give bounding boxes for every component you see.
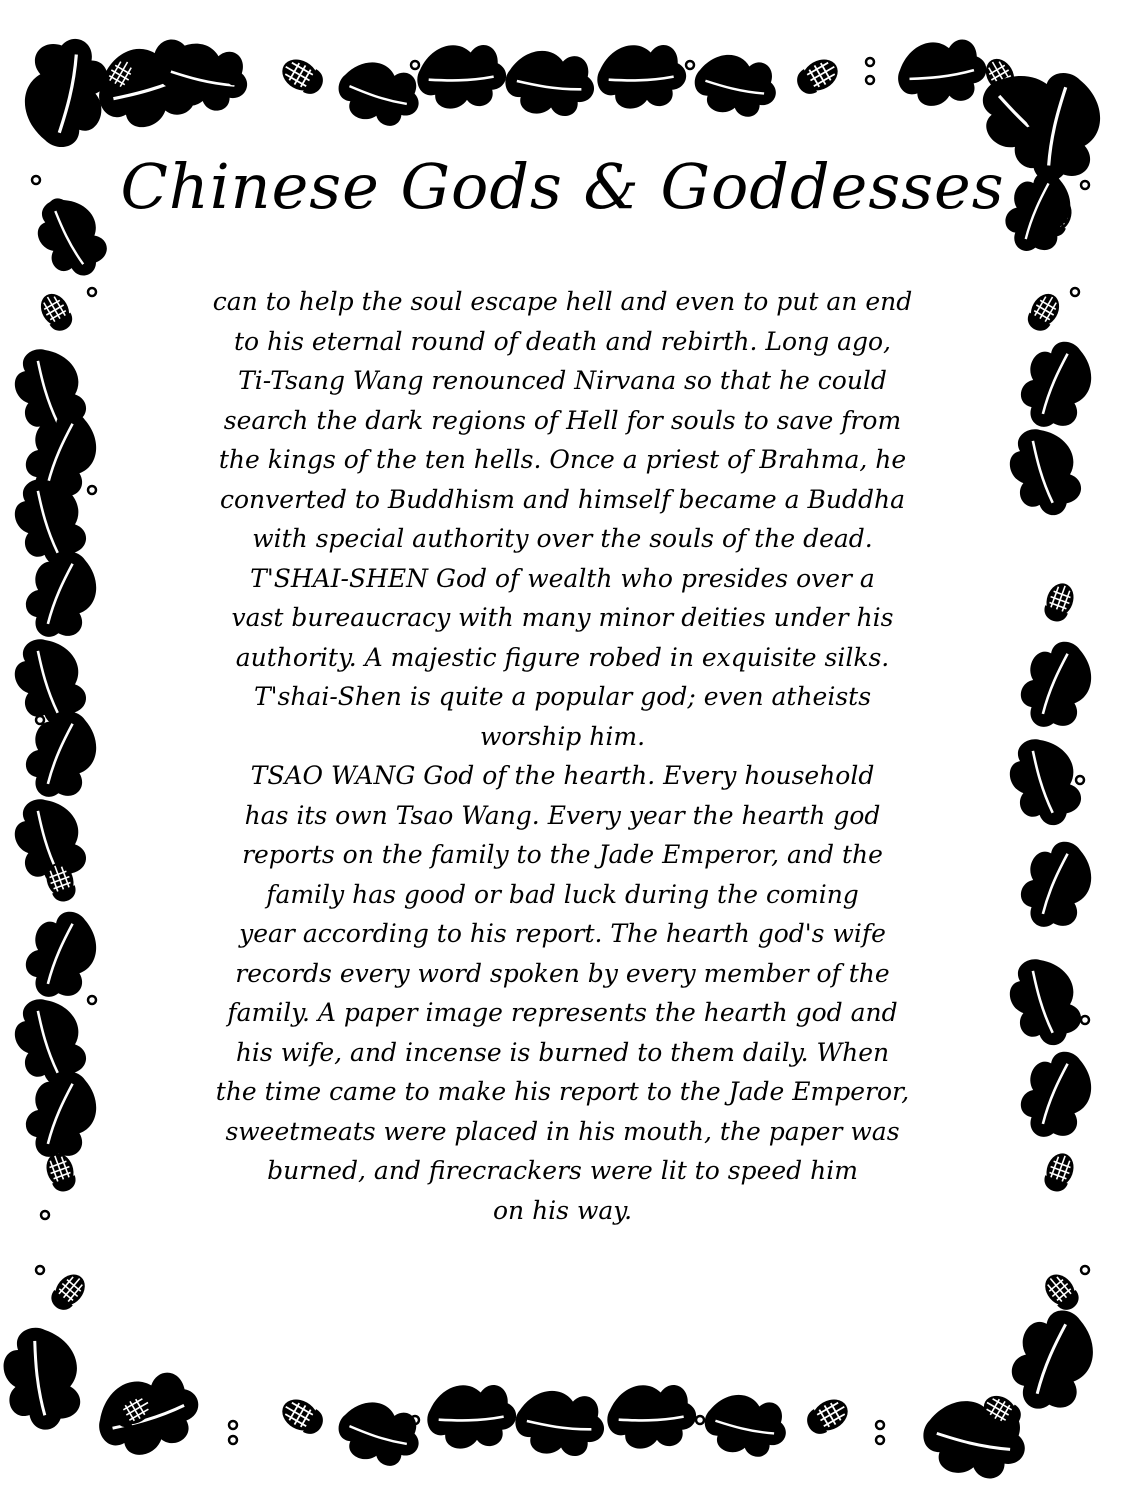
text-line: Ti-Tsang Wang renounced Nirvana so that he could [238, 366, 887, 395]
top-left-corner [18, 32, 117, 287]
left-border [5, 288, 107, 1219]
text-line: his wife, and incense is burned to them daily. When [235, 1037, 890, 1067]
text-line: can to help the soul escape hell and even to put an end [212, 287, 913, 316]
text-line: reports on the family to the Jade Emperor, and the [242, 840, 883, 869]
text-line: the time came to make his report to the Jade Emperor, [215, 1077, 910, 1106]
text-line: authority. A majestic figure robed in exquisite silks. [235, 642, 890, 672]
text-line: has its own Tsao Wang. Every year the hearth god [244, 800, 881, 830]
text-line: worship him. [479, 721, 646, 751]
bottom-right-corner [918, 1266, 1105, 1484]
text-line: search the dark regions of Hell for souls to save from [223, 405, 902, 435]
text-line: the kings of the ten hells. Once a priest of Brahma, he [218, 445, 907, 474]
text-line: sweetmeats were placed in his mouth, the paper was [225, 1116, 900, 1146]
bottom-left-corner [0, 1266, 209, 1466]
page-title: Chinese Gods & Goddesses [120, 150, 1005, 223]
text-line: TSAO WANG God of the hearth. Every household [250, 761, 875, 790]
text-line: vast bureaucracy with many minor deities under his [231, 603, 894, 632]
text-line: converted to Buddhism and himself became a Buddha [220, 484, 905, 514]
bottom-border [109, 1381, 1025, 1472]
text-line: T'SHAI-SHEN God of wealth who presides over a [250, 563, 875, 593]
text-line: on his way. [492, 1195, 633, 1225]
text-line: year according to his report. The hearth god's wife [239, 919, 886, 948]
text-line: burned, and firecrackers were lit to speed him [267, 1156, 858, 1185]
text-line: with special authority over the souls of the dead. [252, 524, 873, 553]
text-line: family. A paper image represents the hearth god and [227, 998, 898, 1027]
text-line: to his eternal round of death and rebirth. Long ago, [234, 326, 891, 356]
body-text [120, 282, 1005, 1230]
right-border [1000, 288, 1102, 1195]
text-line: records every word spoken by every member of the [235, 958, 890, 988]
text-line: family has good or bad luck during the coming [266, 879, 859, 909]
text-line: T'shai-Shen is quite a popular god; even atheists [253, 682, 872, 711]
